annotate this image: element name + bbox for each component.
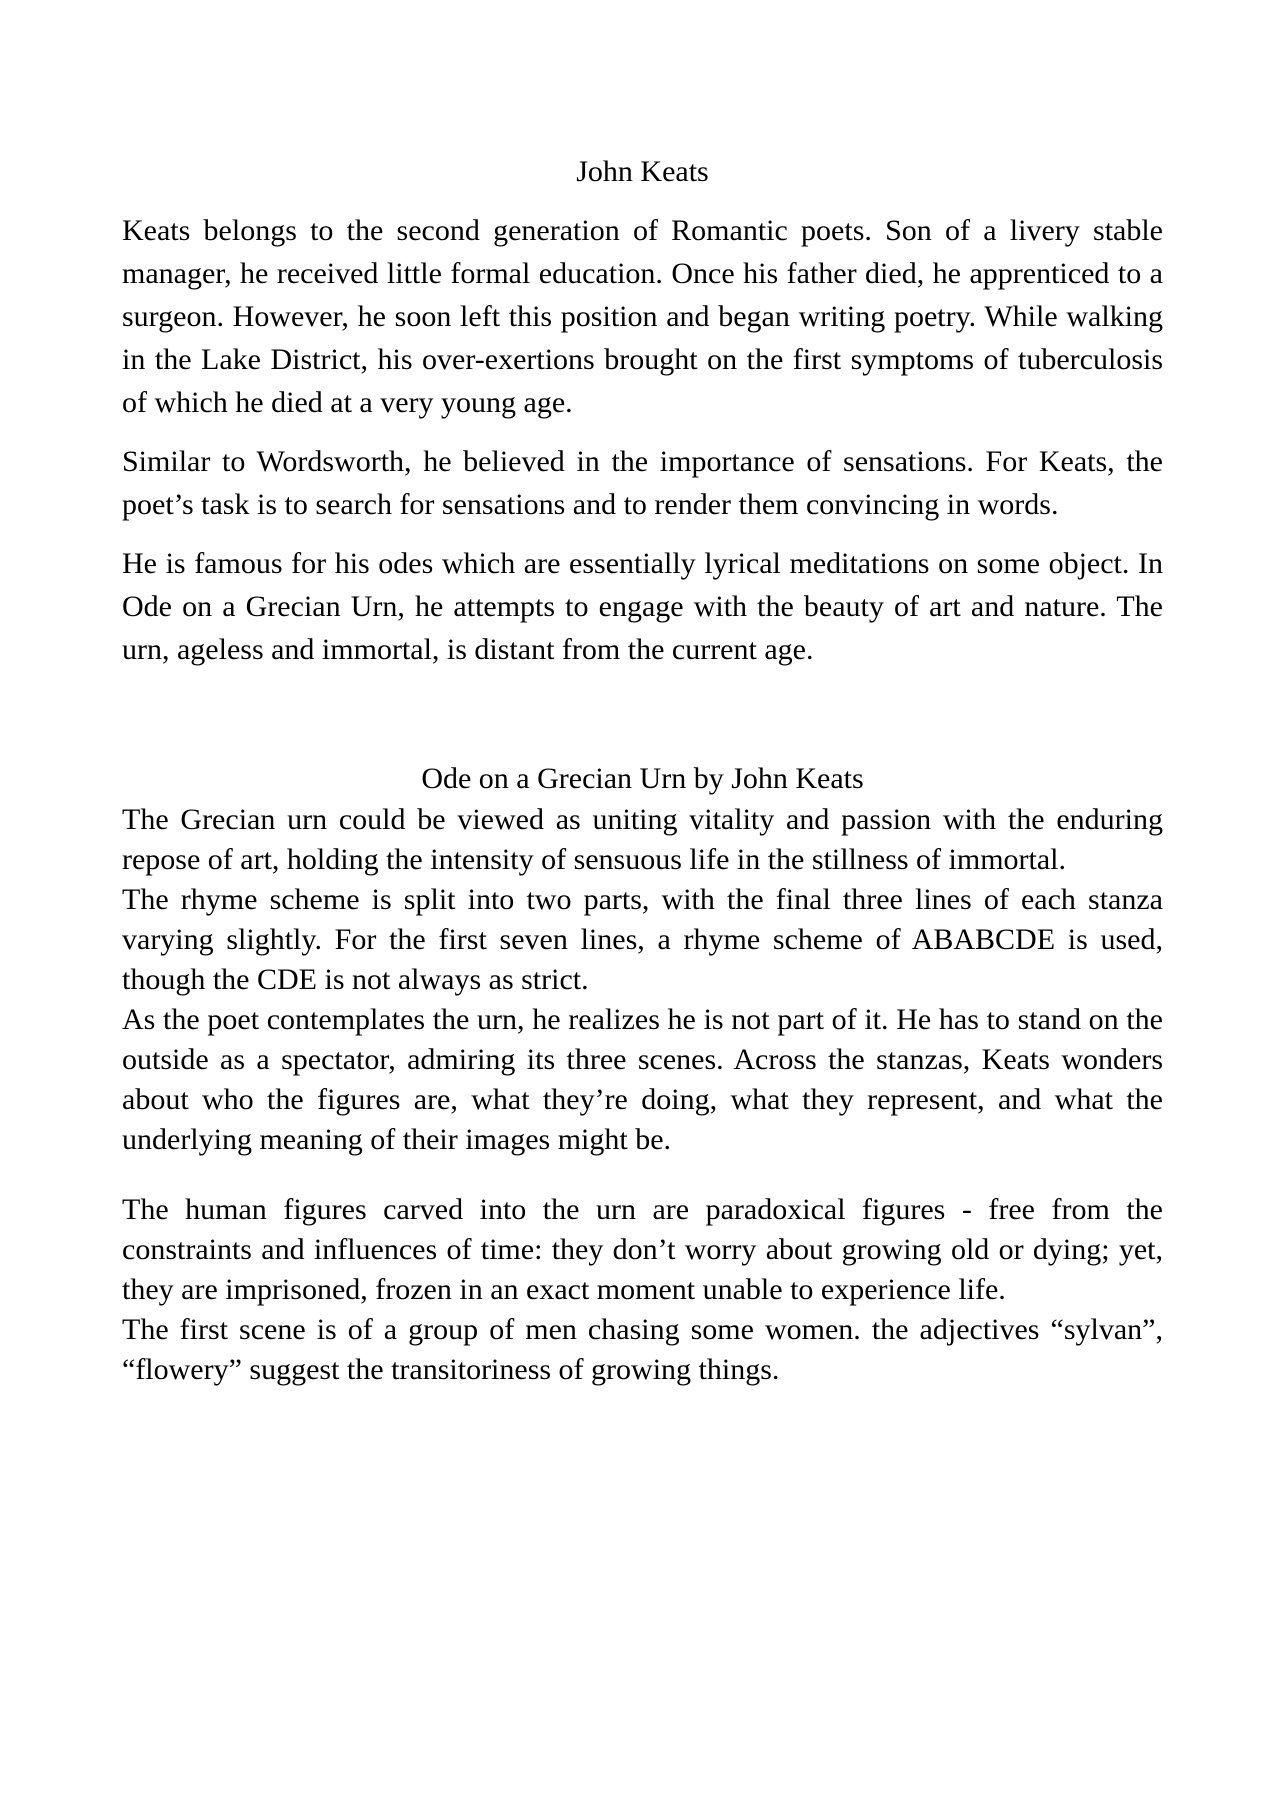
biography-section bbox=[122, 150, 1163, 671]
paragraph-human-figures: The human figures carved into the urn are paradoxical figures - free from the constraints and influences of time: they don’t worry about growing old or dying; yet, they are imprisoned, frozen in an exact moment unable to experience life. bbox=[122, 1193, 1163, 1306]
ode-analysis-section bbox=[122, 758, 1163, 1390]
paragraph-rhyme-scheme: The rhyme scheme is split into two parts, with the final three lines of each stanza varying slightly. For the first seven lines, a rhyme scheme of ABABCDE is used, though the CDE is not always as strict. bbox=[122, 883, 1163, 996]
paragraph-biography: Keats belongs to the second generation of Romantic poets. Son of a livery stable manager, he received little formal education. Once his father died, he apprenticed to a surgeon. However, he soon left this position and began writing poetry. While walking in the Lake District, his over-exertions brought on the first symptoms of tuberculosis of which he died at a very young age. bbox=[122, 214, 1163, 419]
section-title-john-keats: John Keats bbox=[576, 155, 709, 188]
document-page bbox=[122, 150, 1163, 1390]
paragraph-urn-vitality: The Grecian urn could be viewed as uniting vitality and passion with the enduring repose of art, holding the intensity of sensuous life in the stillness of immortal. bbox=[122, 803, 1163, 876]
paragraph-sensations: Similar to Wordsworth, he believed in the importance of sensations. For Keats, the poet’s task is to search for sensations and to render them convincing in words. bbox=[122, 445, 1163, 521]
paragraph-odes: He is famous for his odes which are essentially lyrical meditations on some object. In Ode on a Grecian Urn, he attempts to engage with the beauty of art and nature. The urn, ageless and immortal, is distant from the current age. bbox=[122, 547, 1163, 666]
paragraph-first-scene: The first scene is of a group of men chasing some women. the adjectives “sylvan”, “flowery” suggest the transitoriness of growing things. bbox=[122, 1313, 1163, 1386]
section-title-ode: Ode on a Grecian Urn by John Keats bbox=[421, 762, 864, 795]
paragraph-spectator: As the poet contemplates the urn, he realizes he is not part of it. He has to stand on the outside as a spectator, admiring its three scenes. Across the stanzas, Keats wonders about who the figures are, what they’re doing, what they represent, and what the underlying meaning of their images might be. bbox=[122, 1003, 1163, 1156]
